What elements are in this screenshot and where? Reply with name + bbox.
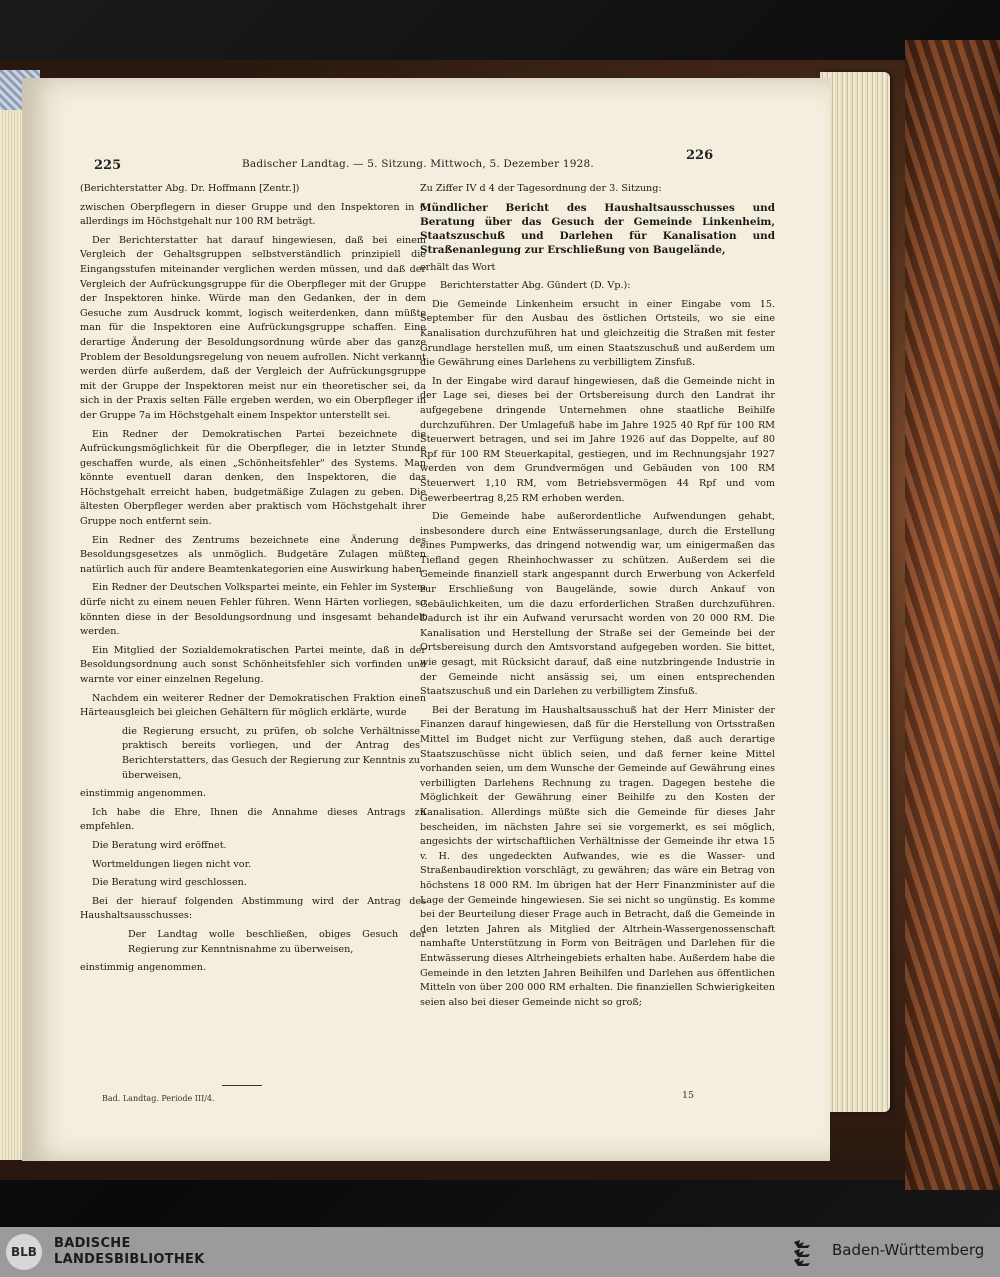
right-page-edges (820, 72, 890, 1112)
paragraph: Ein Redner der Deutschen Volkspartei meinte, ein Fehler im System dürfe nicht zu einem neuen Fehler führen. Wenn Härten vorliegen, so könnten diese in der Besoldungsordnung und insgesamt behandelt werden. (80, 582, 426, 638)
paragraph: Ein Redner der Demokratischen Partei bezeichnete die Aufrückungsmöglichkeit für die Oberpfleger, die in letzter Stunde geschaffen wurde, als einen „Schönheitsfehler" des Systems. Man könnte eventuell daran denken, den Inspektoren, die das Höchstgehalt erreicht haben, budgetmäßige Zulagen zu geben. Die ältesten Oberpfleger werden aber praktisch vom Höchstgehalt ihrer Gruppe noch entfernt sein. (80, 428, 426, 528)
library-name[interactable] (54, 1236, 205, 1268)
running-head: Badischer Landtag. — 5. Sitzung. Mittwoch, 5. Dezember 1928. (242, 158, 594, 170)
paragraph: einstimmig angenommen. (80, 962, 206, 974)
paragraph: Bei der hierauf folgenden Abstimmung wird der Antrag des Haushaltsausschusses: (80, 895, 426, 922)
marbled-edge (905, 40, 1000, 1190)
paragraph: erhält das Wort (420, 261, 496, 273)
paragraph: Wortmeldungen liegen nicht vor. (92, 858, 252, 870)
stag-coat-of-arms-icon[interactable] (790, 1236, 822, 1268)
paragraph: Ein Redner des Zentrums bezeichnete eine Änderung des Besoldungsgesetzes als unmöglich. Budgetäre Zulagen müßten natürlich auch für andere Beamtenkategorien eine Auswirkung haben. (80, 534, 426, 575)
paragraph: Ein Mitglied der Sozialdemokratischen Partei meinte, daß in der Besoldungsordnung auch sonst Schönheitsfehler sich vorfinden und warnte vor einer einzelnen Regelung. (80, 644, 426, 685)
footer-rule (222, 1085, 262, 1086)
paragraph: Zu Ziffer IV d 4 der Tagesordnung der 3. Sitzung: (420, 183, 662, 194)
paragraph: Der Landtag wolle beschließen, obiges Gesuch der Regierung zur Kenntnisnahme zu überweisen, (128, 928, 426, 955)
left-column (80, 182, 426, 980)
paragraph: die Regierung ersucht, zu prüfen, ob solche Verhältnisse praktisch bereits vorliegen, und der Antrag des Berichterstatters, das Gesuch der Regierung zur Kenntnis zu überweisen, (122, 725, 420, 781)
paragraph: Ich habe die Ehre, Ihnen die Annahme dieses Antrags zu empfehlen. (80, 806, 426, 833)
paragraph: einstimmig angenommen. (80, 788, 206, 800)
paragraph: (Berichterstatter Abg. Dr. Hoffmann [Zentr.]) (80, 183, 300, 194)
library-name-line1: BADISCHE (54, 1236, 131, 1251)
paragraph: Bei der Beratung im Haushaltsausschuß hat der Herr Minister der Finanzen darauf hingewiesen, daß für die Herstellung von Ortsstraßen Mittel im Budget nicht zur Verfügung stehen, daß auch derartige Staatszuschüsse nicht üblich seien, und daß ferner keine Mittel vorhanden seien, um dem Wunsche der Gemeinde auf Gewährung eines verbilligten Darlehens Rechnung zu tragen. Dagegen bestehe die Möglichkeit der Gewährung einer Beihilfe zu den Kosten der Kanalisation. Allerdings müßte sich die Gemeinde für dieses Jahr bescheiden, im nächsten Jahre sei sie vorgemerkt, es sei möglich, angesichts der wirtschaftlichen Verhältnisse der Gemeinde ihr etwa 15 v. H. des ungedeckten Aufwandes, wie es die Wasser- und Straßenbaudirektion vorschlägt, zu gewähren; das wäre ein Betrag von höchstens 18 000 RM. Im übrigen hat der Herr Finanzminister auf die Lage der Gemeinde hingewiesen. Sie sei nicht so ungünstig. Es komme bei der Beurteilung dieser Frage auch in Betracht, daß die Gemeinde in den letzten Jahren als Mitglied der Altrhein-Wassergenossenschaft namhafte Unterstützung in Form von Beiträgen und Darlehen für die Entwässerung dieses Altrheingebiets erhalten habe. Außerdem habe die Gemeinde in den letzten Jahren Beihilfen und Darlehen aus öffentlichen Mitteln von über 200 000 RM erhalten. Die finanziellen Schwierigkeiten seien also bei dieser Gemeinde nicht so groß; (420, 704, 775, 1008)
blb-logo-icon[interactable]: BLB (6, 1234, 42, 1270)
paragraph: Die Beratung wird eröffnet. (92, 839, 227, 851)
paragraph: Die Gemeinde habe außerordentliche Aufwendungen gehabt, insbesondere durch eine Entwässerungsanlage, durch die Erstellung eines Pumpwerks, das dringend notwendig war, um einigermaßen das Tiefland gegen Rheinhochwasser zu schützen. Außerdem sei die Gemeinde finanziell stark angespannt durch Erwerbung von Ackerfeld zur Erschließung von Baugelände, sowie durch Ankauf von Gebäulichkeiten, um die dazu erforderlichen Straßen durchzuführen. Dadurch ist ihr ein Aufwand verursacht worden von 20 000 RM. Die Kanalisation und Herstellung der Straße sei der Gemeinde bei der Ortsbereisung durch den Amtsvorstand aufgegeben worden. Sie bittet, wie gesagt, mit Rücksicht darauf, daß eine nutzbringende Industrie in der Gemeinde nicht ansässig sei, um einen entsprechenden Staatszuschuß und ein Darlehen zu verbilligtem Zinsfuß. (420, 511, 775, 698)
right-column (420, 182, 775, 1014)
paragraph: Nachdem ein weiterer Redner der Demokratischen Fraktion einen Härteausgleich bei gleichen Gehältern für möglich erklärte, wurde (80, 692, 426, 719)
paragraph: Mündlicher Bericht des Haushaltsausschusses und Beratung über das Gesuch der Gemeinde Linkenheim, Staatszuschuß und Darlehen für Kanalisation und Straßenanlegung zur Erschließung von Baugelände, (420, 201, 775, 256)
book-page (22, 78, 830, 1161)
library-name-line2: LANDESBIBLIOTHEK (54, 1252, 205, 1267)
paragraph: Die Gemeinde Linkenheim ersucht in einer Eingabe vom 15. September für den Ausbau des östlichen Ortsteils, wo sie eine Kanalisation durchzuführen hat und gleichzeitig die Straßen mit fester Grundlage herstellen muß, um einen Staatszuschuß und außerdem um die Gewährung eines Darlehens zu verbilligtem Zinsfuß. (420, 298, 775, 369)
left-page-edges (0, 70, 22, 1160)
page-number-left: 225 (94, 158, 122, 173)
paragraph: In der Eingabe wird darauf hingewiesen, daß die Gemeinde nicht in der Lage sei, dieses bei der Ortsbereisung durch den Landrat ihr aufgegebene dringende Unternehmen ohne staatliche Beihilfe durchzuführen. Der Umlagefuß habe im Jahre 1925 40 Rpf für 100 RM Steuerwert betragen, und sei im Jahre 1926 auf das Doppelte, auf 80 Rpf für 100 RM Steuerkapital, gestiegen, und im Rechnungsjahr 1927 werden von dem Grundvermögen und Gebäuden von 100 RM Steuerwert 1,10 RM, vom Betriebsvermögen 44 Rpf und vom Gewerbeertrag 8,25 RM erhoben werden. (420, 375, 775, 504)
page-number-right: 226 (686, 148, 714, 163)
signature-mark: 15 (682, 1090, 695, 1101)
paragraph: zwischen Oberpflegern in dieser Gruppe und den Inspektoren in 6 allerdings im Höchstgehalt nur 100 RM beträgt. (80, 201, 426, 228)
footer-note: Bad. Landtag. Periode III/4. (102, 1094, 215, 1103)
paragraph: Der Berichterstatter hat darauf hingewiesen, daß bei einem Vergleich der Gehaltsgruppen selbstverständlich prinzipiell die Eingangsstufen miteinander verglichen werden müssen, und daß der Vergleich der Aufrückungsgruppe für die Oberpfleger mit der Gruppe der Inspektoren hinke. Würde man den Gedanken, der in dem Gesuche zum Ausdruck kommt, logisch weiterdenken, dann müßte man für die Inspektoren eine Aufrückungsgruppe schaffen. Eine derartige Änderung der Besoldungsordnung würde aber das ganze Problem der Besoldungsregelung von neuem aufrollen. Nicht verkannt werden dürfe außerdem, daß der Vergleich der Aufrückungsgruppe mit der Gruppe der Inspektoren meist nur ein theoretischer sei, da sich in der Praxis selten Fälle ergeben werden, wo ein Oberpfleger in der Gruppe 7a im Höchstgehalt einem Inspektor unterstellt sei. (80, 234, 426, 421)
brand-bar (0, 1227, 1000, 1277)
paragraph: Berichterstatter Abg. Gündert (D. Vp.): (440, 280, 631, 292)
paragraph: Die Beratung wird geschlossen. (92, 877, 247, 889)
state-name[interactable]: Baden-Württemberg (832, 1241, 985, 1259)
